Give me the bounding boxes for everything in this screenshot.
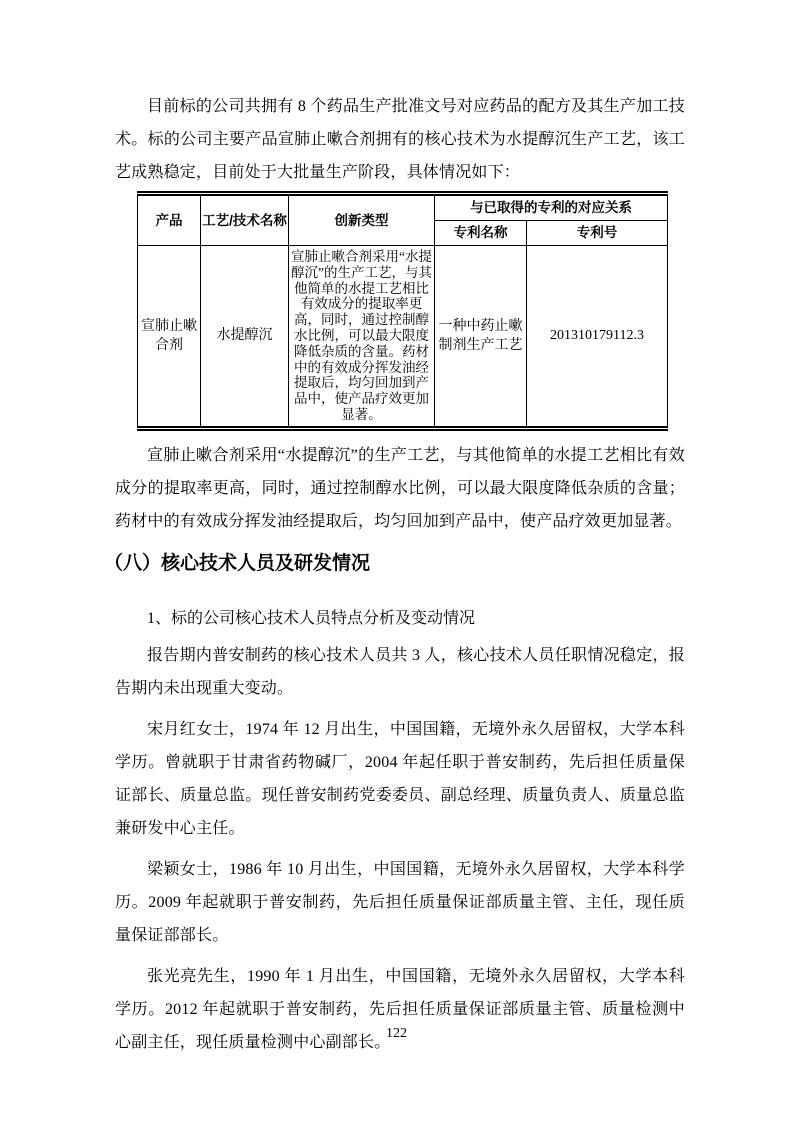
cell-product: 宣肺止嗽合剂	[138, 246, 201, 429]
paragraph-personnel-overview: 报告期内普安制药的核心技术人员共 3 人，核心技术人员任职情况稳定，报告期内未出现重大变动。	[115, 646, 685, 697]
cell-patent-number: 201310179112.3	[527, 246, 668, 429]
paragraph-intro: 目前标的公司共拥有 8 个药品生产批准文号对应药品的配方及其生产加工技术。标的公司主要产品宣肺止嗽合剂拥有的核心技术为水提醇沉生产工艺，该工艺成熟稳定，目前处于大批量生产阶段，具体情况如下：	[115, 98, 685, 181]
cell-tech-name: 水提醇沉	[201, 246, 289, 429]
col-header-tech-name: 工艺/技术名称	[201, 194, 289, 246]
table-header	[138, 194, 668, 246]
section-heading: （八）核心技术人员及研发情况	[104, 552, 371, 574]
col-header-patent-name: 专利名称	[435, 221, 527, 246]
paragraph-person-liang: 梁颖女士，1986 年 10 月出生，中国国籍，无境外永久居留权，大学本科学历。2009 年起就职于普安制药，先后担任质量保证部质量主管、主任，现任质量保证部部长。	[115, 860, 685, 944]
paragraph-after-table: 宣肺止嗽合剂采用“水提醇沉”的生产工艺，与其他简单的水提工艺相比有效成分的提取率更高，同时，通过控制醇水比例，可以最大限度降低杂质的含量；药材中的有效成分挥发油经提取后，均匀回加到产品中，使产品疗效更加显著。	[115, 446, 685, 530]
core-tech-patent-table	[137, 191, 668, 431]
paragraph-person-zhang: 张光亮先生，1990 年 1 月出生，中国国籍，无境外永久居留权，大学本科学历。2012 年起就职于普安制药，先后担任质量保证部质量主管、质量检测中心副主任，现任质量检测中心副部长。	[115, 967, 685, 1051]
page-number: 122	[386, 1026, 407, 1041]
col-header-product: 产品	[138, 194, 201, 246]
paragraph-person-song: 宋月红女士，1974 年 12 月出生，中国国籍，无境外永久居留权，大学本科学历。曾就职于甘肃省药物碱厂，2004 年起任职于普安制药，先后担任质量保证部长、质量总监。现任普安制药党委委员、副总经理、质量负责人、质量总监兼研发中心主任。	[115, 720, 685, 837]
table-row	[138, 246, 668, 429]
sub-heading: 1、标的公司核心技术人员特点分析及变动情况	[147, 609, 476, 627]
col-header-patent-relation: 与已取得的专利的对应关系	[435, 194, 668, 221]
col-header-innovation-type: 创新类型	[289, 194, 435, 246]
cell-innovation-type: 宣肺止嗽合剂采用“水提醇沉”的生产工艺，与其他简单的水提工艺相比有效成分的提取率更高，同时，通过控制醇水比例，可以最大限度降低杂质的含量。药材中的有效成分挥发油经提取后，均匀回加到产品中，使产品疗效更加显著。	[289, 246, 435, 429]
cell-patent-name: 一种中药止嗽制剂生产工艺	[435, 246, 527, 429]
col-header-patent-number: 专利号	[527, 221, 668, 246]
